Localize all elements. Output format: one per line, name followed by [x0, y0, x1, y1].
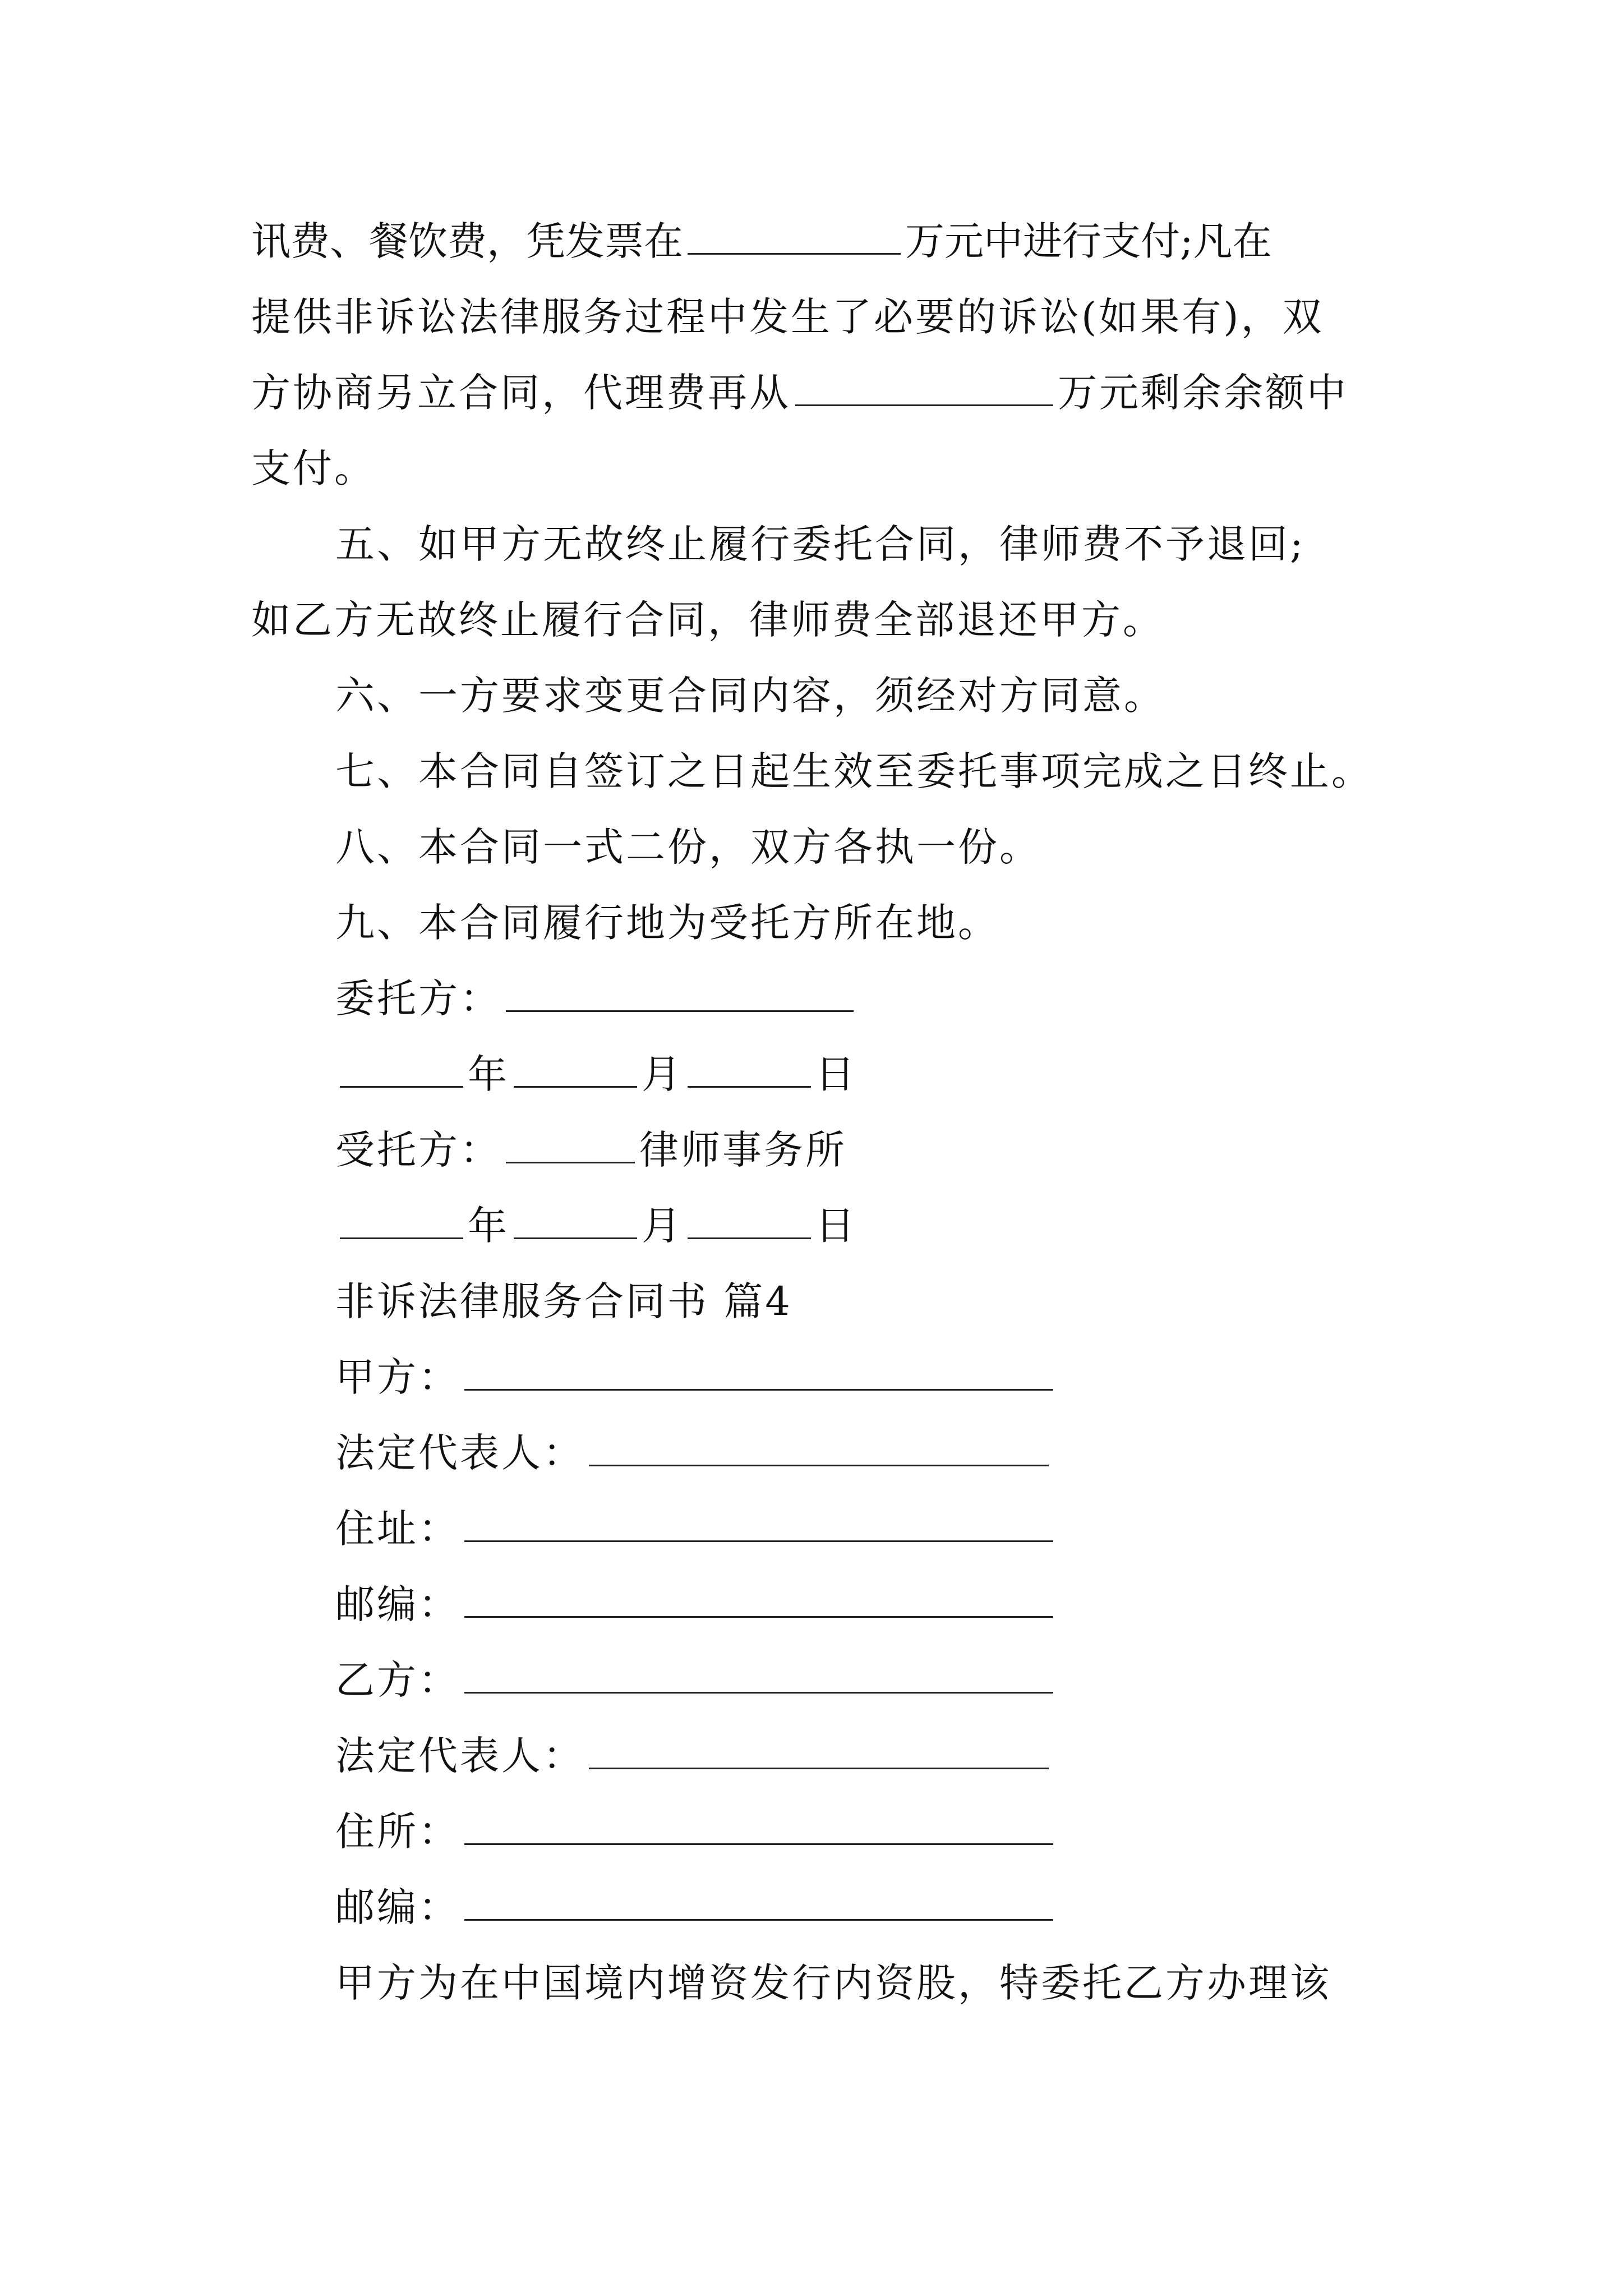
- address-label: 住址：: [335, 1506, 460, 1552]
- agent-day-blank[interactable]: [688, 1198, 811, 1239]
- residence-label: 住所：: [335, 1809, 460, 1855]
- para4-line3: [251, 365, 1373, 421]
- client-signature-line: [335, 970, 1457, 1027]
- para4-line2: 提供非诉讼法律服务过程中发生了必要的诉讼(如果有)，双: [251, 294, 1324, 340]
- party-a-label: 甲方：: [335, 1354, 460, 1400]
- legal-rep-a-line: [335, 1425, 1457, 1481]
- legal-rep-b-field[interactable]: [589, 1728, 1049, 1769]
- legal-rep-a-field[interactable]: [589, 1425, 1049, 1466]
- client-day-blank[interactable]: [688, 1047, 811, 1088]
- residence-field[interactable]: [464, 1804, 1053, 1845]
- para4-line3-text-a: 方协商另立合同，代理费再从: [251, 370, 791, 416]
- month-label: 月: [642, 1203, 683, 1249]
- amount-blank-1[interactable]: [688, 214, 901, 255]
- client-date-line: [335, 1046, 1457, 1102]
- firm-suffix: 律师事务所: [639, 1127, 847, 1173]
- postcode-b-line: [335, 1879, 1457, 1935]
- para4-line1-text-b: 万元中进行支付;凡在: [905, 218, 1272, 264]
- postcode-b-label: 邮编：: [335, 1884, 460, 1930]
- day-label: 日: [815, 1051, 857, 1097]
- agent-label: 受托方：: [335, 1127, 501, 1173]
- client-year-blank[interactable]: [340, 1047, 463, 1088]
- year-label: 年: [468, 1051, 509, 1097]
- postcode-a-label: 邮编：: [335, 1581, 460, 1627]
- firm-name-blank[interactable]: [506, 1122, 635, 1163]
- postcode-b-field[interactable]: [464, 1880, 1053, 1921]
- clause9: 九、本合同履行地为受托方所在地。: [335, 900, 999, 946]
- para4-line1: [251, 213, 1373, 269]
- party-a-field[interactable]: [464, 1350, 1053, 1391]
- clause5-line2: 如乙方无故终止履行合同，律师费全部退还甲方。: [251, 597, 1164, 643]
- client-label: 委托方：: [335, 976, 501, 1022]
- agent-signature-line: [335, 1122, 1457, 1178]
- postcode-a-field[interactable]: [464, 1577, 1053, 1618]
- party-b-label: 乙方：: [335, 1657, 460, 1703]
- agent-year-blank[interactable]: [340, 1198, 463, 1239]
- party-b-field[interactable]: [464, 1653, 1053, 1694]
- legal-rep-b-line: [335, 1728, 1457, 1784]
- clause6: 六、一方要求变更合同内容，须经对方同意。: [335, 673, 1165, 719]
- client-month-blank[interactable]: [514, 1047, 637, 1088]
- client-signature-blank[interactable]: [506, 971, 854, 1012]
- para4-line3-text-b: 万元剩余余额中: [1058, 370, 1348, 416]
- clause5-line1: 五、如甲方无故终止履行委托合同，律师费不予退回;: [335, 521, 1306, 567]
- para4-line4: 支付。: [251, 445, 376, 491]
- amount-blank-2[interactable]: [795, 365, 1053, 406]
- month-label: 月: [642, 1051, 683, 1097]
- contract-intro: 甲方为在中国境内增资发行内资股，特委托乙方办理该: [335, 1960, 1331, 2006]
- clause8: 八、本合同一式二份，双方各执一份。: [335, 824, 1041, 870]
- legal-rep-a-label: 法定代表人：: [335, 1430, 584, 1476]
- legal-rep-b-label: 法定代表人：: [335, 1733, 584, 1779]
- para4-line1-text-a: 讯费、餐饮费，凭发票在: [251, 218, 683, 264]
- year-label: 年: [468, 1203, 509, 1249]
- contract-title: 非诉法律服务合同书 篇4: [335, 1278, 792, 1324]
- address-line: [335, 1501, 1457, 1557]
- party-b-line: [335, 1652, 1457, 1708]
- postcode-a-line: [335, 1576, 1457, 1632]
- clause7: 七、本合同自签订之日起生效至委托事项完成之日终止。: [335, 748, 1373, 794]
- agent-month-blank[interactable]: [514, 1198, 637, 1239]
- agent-date-line: [335, 1198, 1457, 1254]
- day-label: 日: [815, 1203, 857, 1249]
- party-a-line: [335, 1349, 1457, 1405]
- residence-line: [335, 1803, 1457, 1860]
- address-field[interactable]: [464, 1501, 1053, 1542]
